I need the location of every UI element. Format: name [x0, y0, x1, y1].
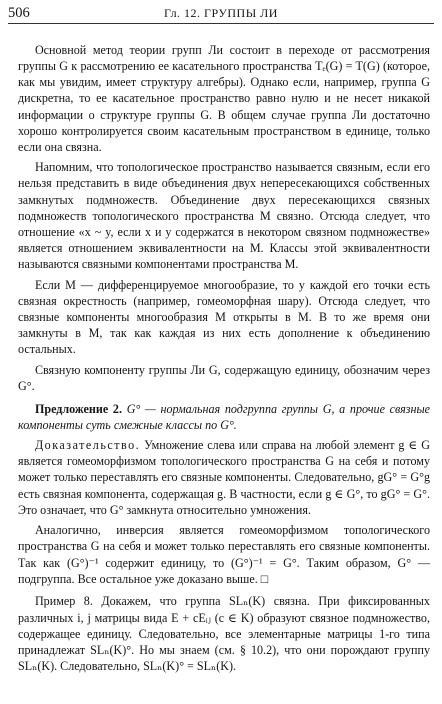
proposition [18, 401, 430, 433]
example-label: Пример 8. [34, 594, 93, 609]
proof [18, 437, 430, 518]
proof-label: Доказательство. [34, 438, 141, 453]
paragraph-inversion: Аналогично, инверсия является гомеоморфизмом топологического пространства G на себя и может только переставлять его связные компоненты. Так как (G°)⁻¹ содержит единицу, то (G°)⁻¹ = G°. Таким образом, G° — подгруппа. Все остальное уже доказано выше. □ [18, 523, 430, 586]
paragraph-manifold-components: Если M — дифференцируемое многообразие, то у каждой его точки есть связная окрестность (например, гомеоморфная шару). Отсюда следует, что связные компоненты многообразия M открыты в M. В то же время они замкнуты в M, так как каждая из них есть дополнение к объединению остальных. [18, 277, 430, 357]
proposition-text: G° — нормальная подгруппа группы G, а прочие связные компоненты суть смежные классы по G°. [18, 401, 431, 432]
example-text: Докажем, что группа SLₙ(K) связна. При фиксированных различных i, j матрицы вида E + cEᵢⱼ (c ∈ K) образуют связное подмножество, содержащее единицу. Следовательно, все элементарные матрицы 1-го типа принадлежат SLₙ(K)°. Но мы знаем (см. § 10.2), что они порождают группу SLₙ(K). Следовательно, SLₙ(K)° = SLₙ(K). [18, 594, 430, 674]
paragraph-identity-component: Связную компоненту группы Ли G, содержащую единицу, обозначим через G°. [18, 362, 430, 393]
page-number: 506 [8, 5, 30, 21]
paragraph-lie-method: Основной метод теории групп Ли состоит в переходе от рассмотрения группы G к рассмотрению ее касательного пространства Tₑ(G) = T(G) (которое, как мы увидим, имеет структуру алгебры). Однако если, например, группа G дискретна, то ее касательное пространство равно нулю и не несет никакой информации о структуре группы G. В общем случае группа Ли достаточно хорошо контролируется своим касательным пространством в единице, только если она связна. [18, 43, 430, 154]
example [18, 593, 430, 674]
proof-text: Умножение слева или справа на любой элемент g ∈ G является гомеоморфизмом топологического пространства G на себя и потому может только переставлять его связные компоненты. Следовательно, gG° = G°g есть связная компонента, содержащая g. В частности, если g ∈ G°, то gG° = G°. Это означает, что G° замкнута относительно умножения. [18, 438, 431, 517]
running-title: Гл. 12. ГРУППЫ ЛИ [164, 6, 278, 20]
page-body [18, 42, 430, 678]
page-header [8, 2, 434, 24]
paragraph-connectedness: Напомним, что топологическое пространство называется связным, если его нельзя представить в виде объединения двух непересекающихся собственных замкнутых подмножеств. Объединение двух пересекающихся связных подмножеств топологического пространства M связно. Отсюда следует, что отношение «x ~ y, если x и y содержатся в некотором связном подмножестве» является отношением эквивалентности на M. Классы этой эквивалентности называются связными компонентами пространства M. [18, 160, 430, 272]
header-rule [8, 23, 434, 24]
proposition-label: Предложение 2. [34, 401, 122, 416]
